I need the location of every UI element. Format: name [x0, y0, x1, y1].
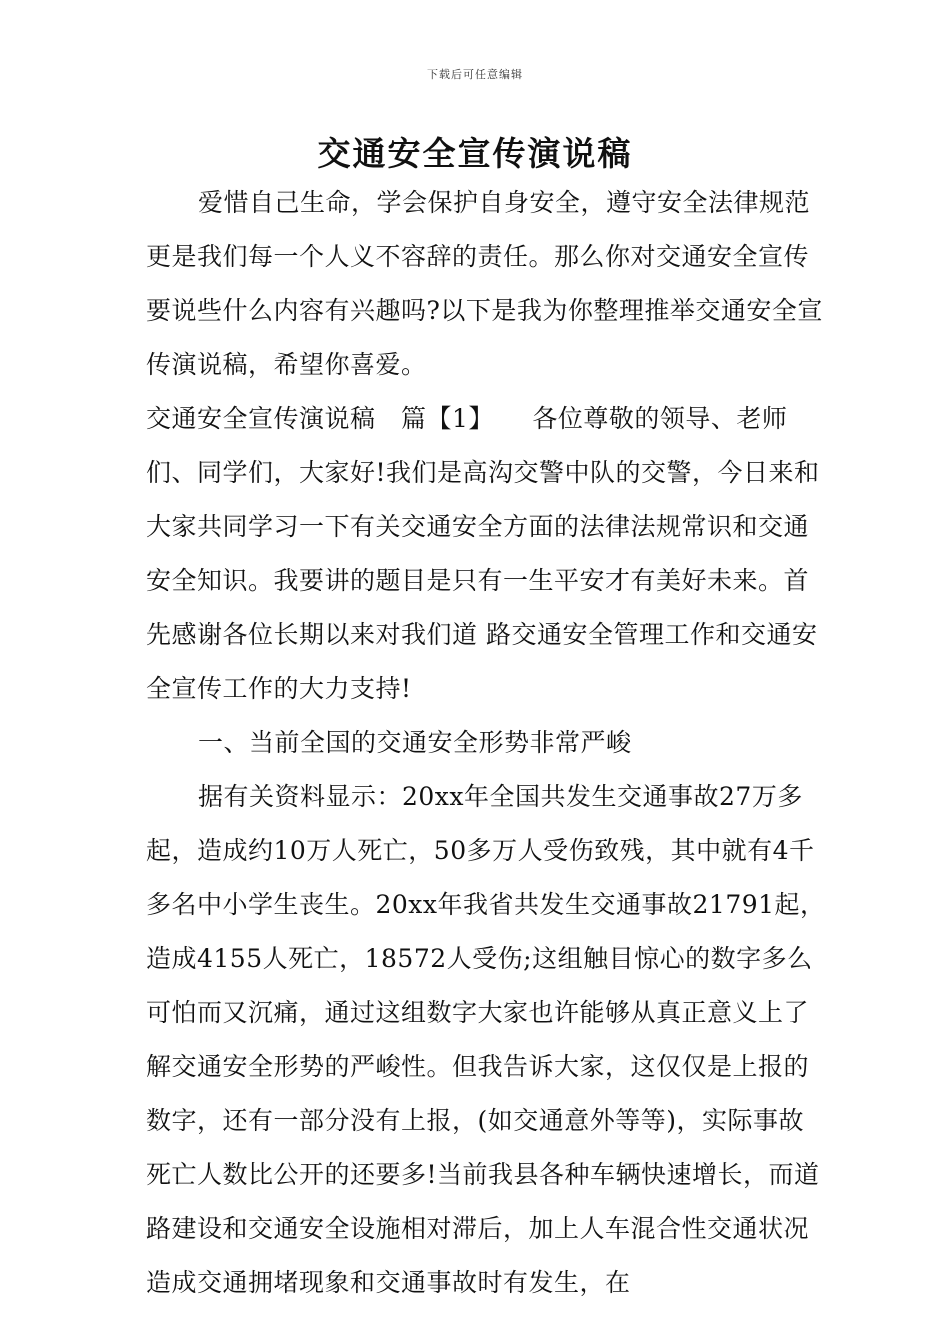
document-title: 交通安全宣传演说稿 — [317, 134, 633, 173]
document-body — [146, 176, 826, 1310]
header-note: 下载后可任意编辑 — [427, 68, 523, 81]
paragraph-intro: 爱惜自己生命，学会保护自身安全，遵守安全法律规范更是我们每一个人义不容辞的责任。那么你对交通安全宣传要说些什么内容有兴趣吗?以下是我为你整理推举交通安全宣传演说稿，希望你喜爱。 — [146, 188, 823, 379]
section-heading-1: 一、当前全国的交通安全形势非常严峻 — [198, 728, 632, 757]
paragraph-speech-opening: 交通安全宣传演说稿 篇【1】 各位尊敬的领导、老师们、同学们，大家好!我们是高沟交警中队的交警，今日来和大家共同学习一下有关交通安全方面的法律法规常识和交通安全知识。我要讲的题目是只有一生平安才有美好未来。首先感谢各位长期以来对我们道 路交通安全管理工作和交通安全宣传工作的大力支持! — [146, 404, 820, 703]
paragraph-statistics: 据有关资料显示：20xx年全国共发生交通事故27万多起，造成约10万人死亡，50多万人受伤致残，其中就有4千多名中小学生丧生。20xx年我省共发生交通事故21791起，造成4155人死亡，18572人受伤;这组触目惊心的数字多么可怕而又沉痛，通过这组数字大家也许能够从真正意义上了解交通安全形势的严峻性。但我告诉大家，这仅仅是上报的数字，还有一部分没有上报，(如交通意外等等)，实际事故死亡人数比公开的还要多!当前我县各种车辆快速增长，而道路建设和交通安全设施相对滞后，加上人车混合性交通状况造成交通拥堵现象和交通事故时有发生，在 — [146, 782, 826, 1297]
